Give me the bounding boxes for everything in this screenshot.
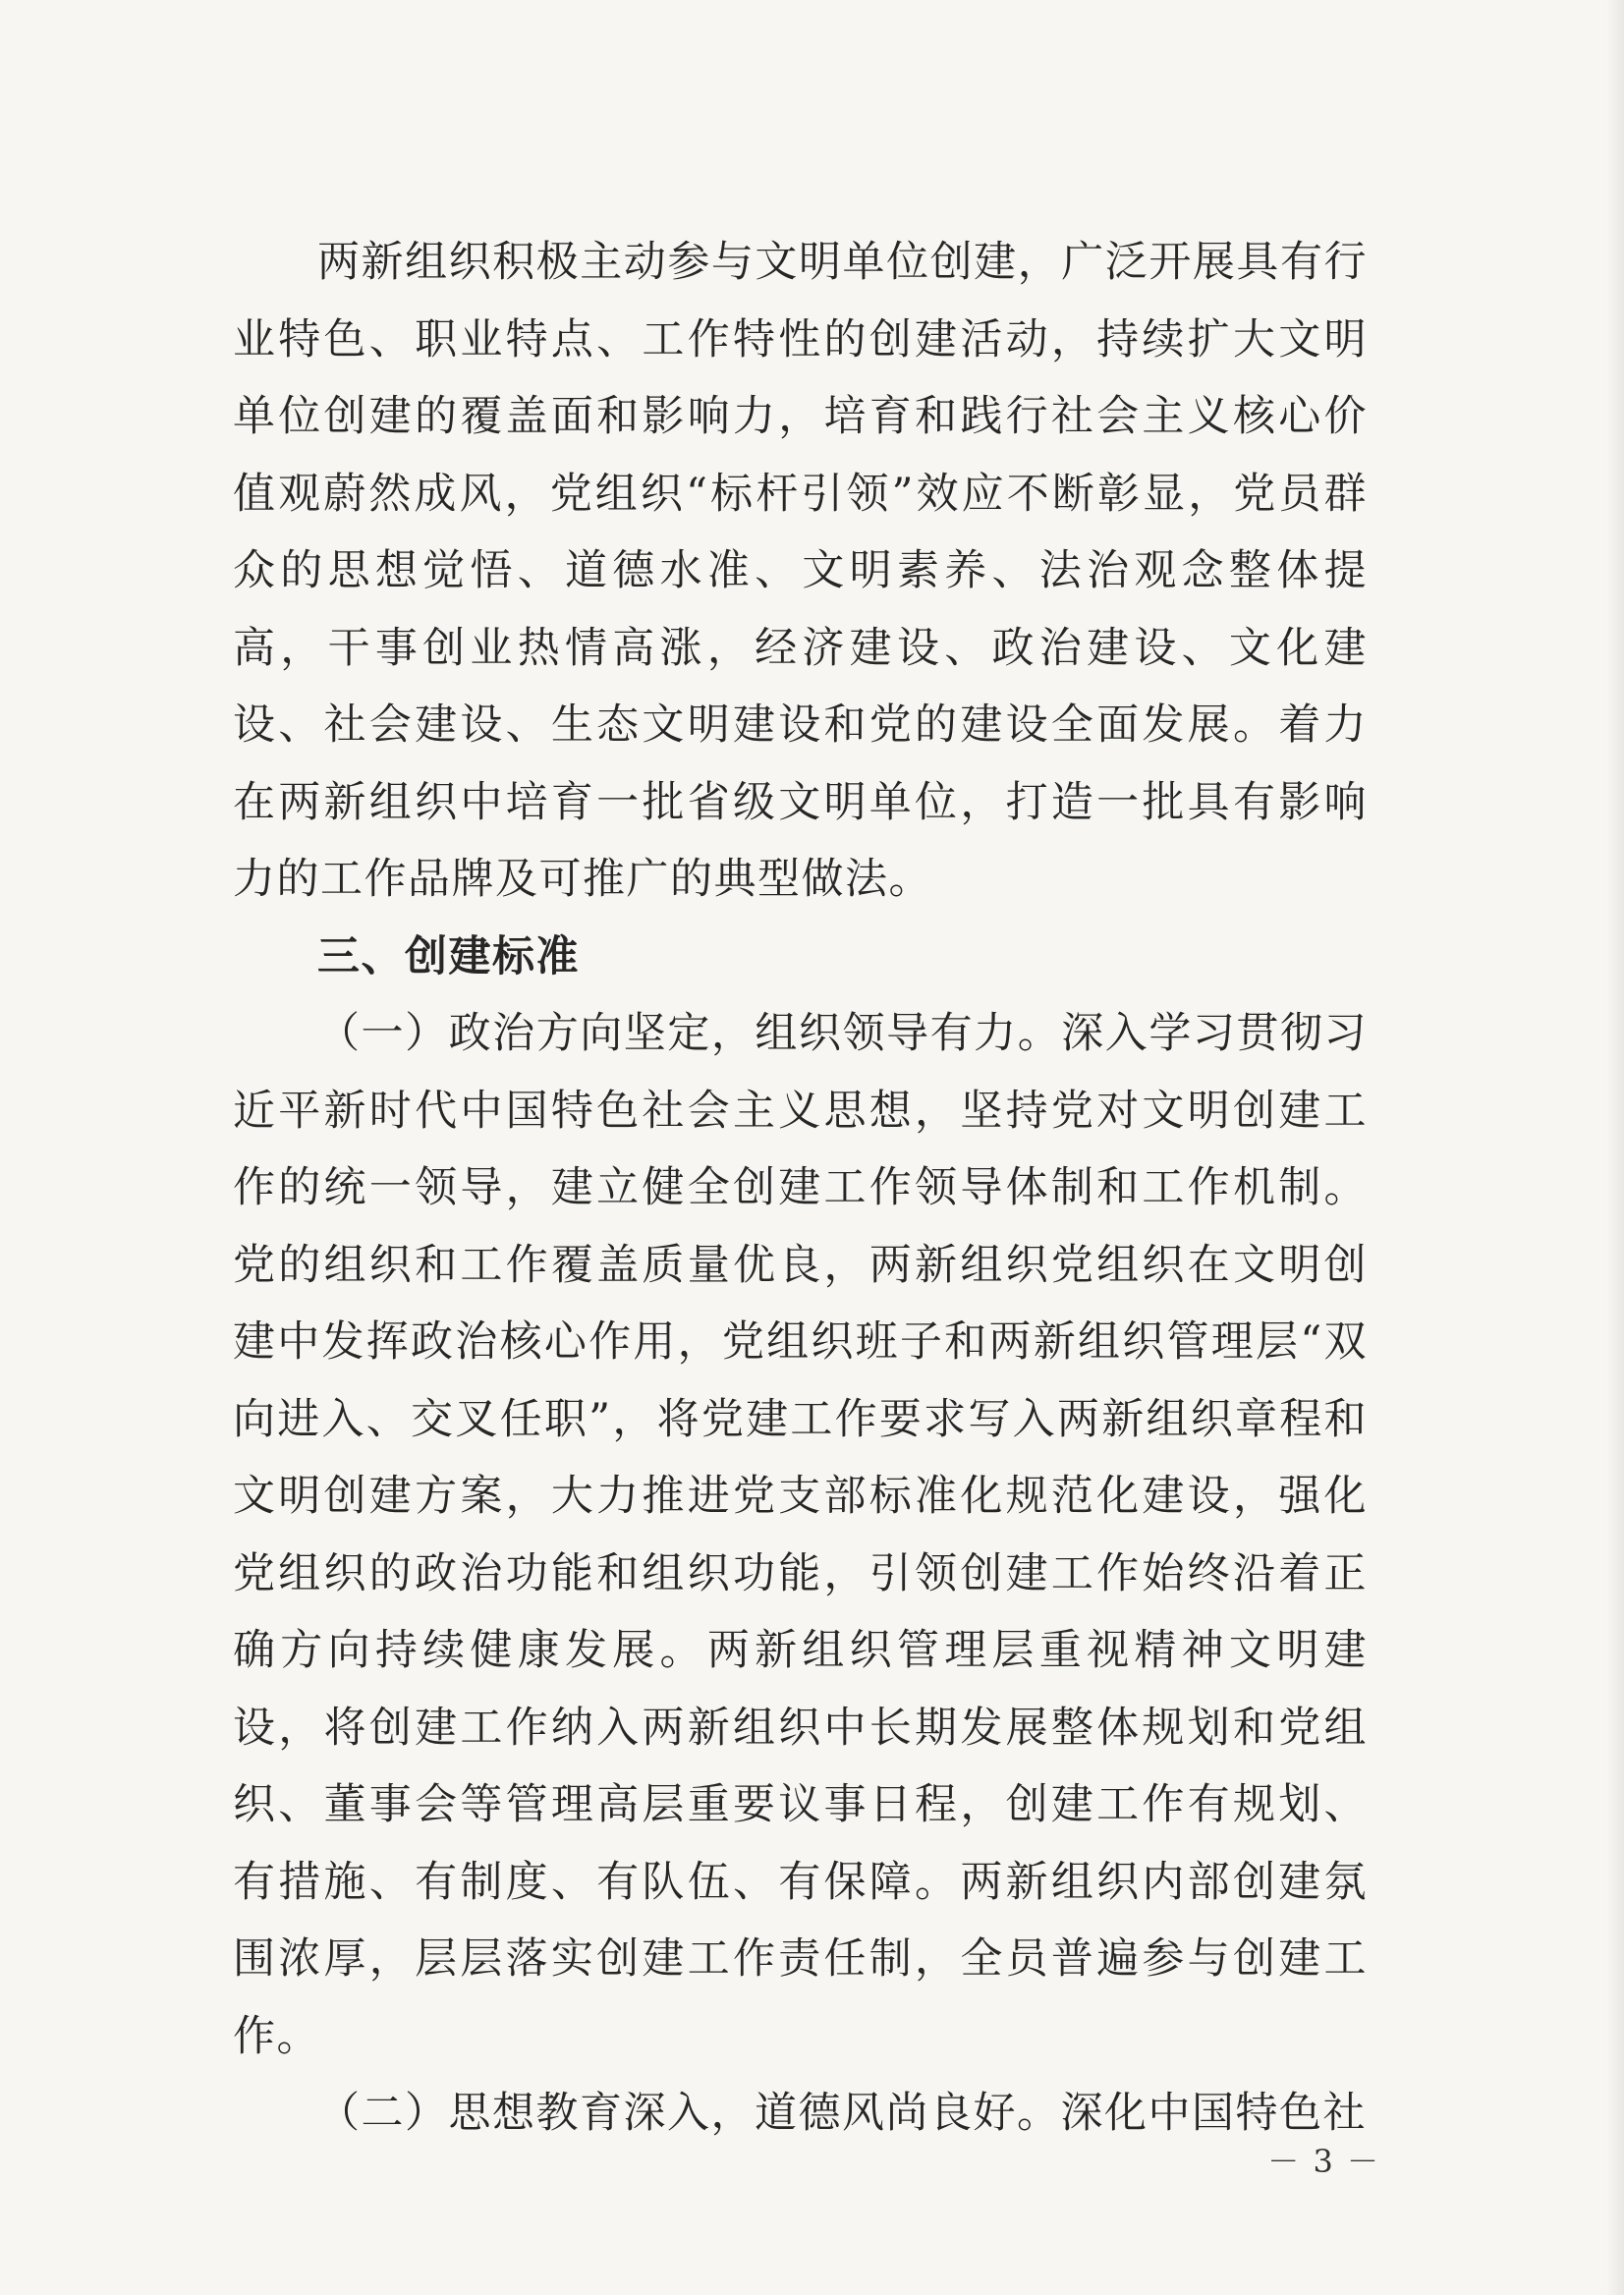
subsection-heading: （二）思想教育深入，道德风尚良好。 bbox=[317, 2089, 1061, 2138]
paragraph-ideological-education bbox=[233, 2075, 1368, 2153]
subsection-heading: （一）政治方向坚定，组织领导有力。 bbox=[317, 1009, 1062, 1058]
paragraph-political-direction bbox=[233, 995, 1368, 2075]
section-heading: 三、创建标准 bbox=[317, 931, 580, 981]
page-edge-shadow bbox=[1606, 0, 1624, 2295]
paragraph-goals: 两新组织积极主动参与文明单位创建，广泛开展具有行业特色、职业特点、工作特性的创建活动，持续扩大文明单位创建的覆盖面和影响力，培育和践行社会主义核心价值观蔚然成风，党组织“标杆引领”效应不断彰显，党员群众的思想觉悟、道德水准、文明素养、法治观念整体提高，干事创业热情高涨，经济建设、政治建设、文化建设、社会建设、生态文明建设和党的建设全面发展。着力在两新组织中培育一批省级文明单位，打造一批具有影响力的工作品牌及可推广的典型做法。 bbox=[233, 238, 1368, 904]
page-number: － 3 － bbox=[1267, 2143, 1380, 2180]
paragraph-text: 深入学习贯彻习近平新时代中国特色社会主义思想，坚持党对文明创建工作的统一领导，建立健全创建工作领导体制和工作机制。党的组织和工作覆盖质量优良，两新组织党组织在文明创建中发挥政治核心作用，党组织班子和两新组织管理层“双向进入、交叉任职”，将党建工作要求写入两新组织章程和文明创建方案，大力推进党支部标准化规范化建设，强化党组织的政治功能和组织功能，引领创建工作始终沿着正确方向持续健康发展。两新组织管理层重视精神文明建设，将创建工作纳入两新组织中长期发展整体规划和党组织、董事会等管理高层重要议事日程，创建工作有规划、有措施、有制度、有队伍、有保障。两新组织内部创建氛围浓厚，层层落实创建工作责任制，全员普遍参与创建工作。 bbox=[233, 1009, 1369, 2061]
document-body bbox=[233, 224, 1368, 2153]
paragraph-text: 深化中国特色社 bbox=[1060, 2089, 1367, 2138]
